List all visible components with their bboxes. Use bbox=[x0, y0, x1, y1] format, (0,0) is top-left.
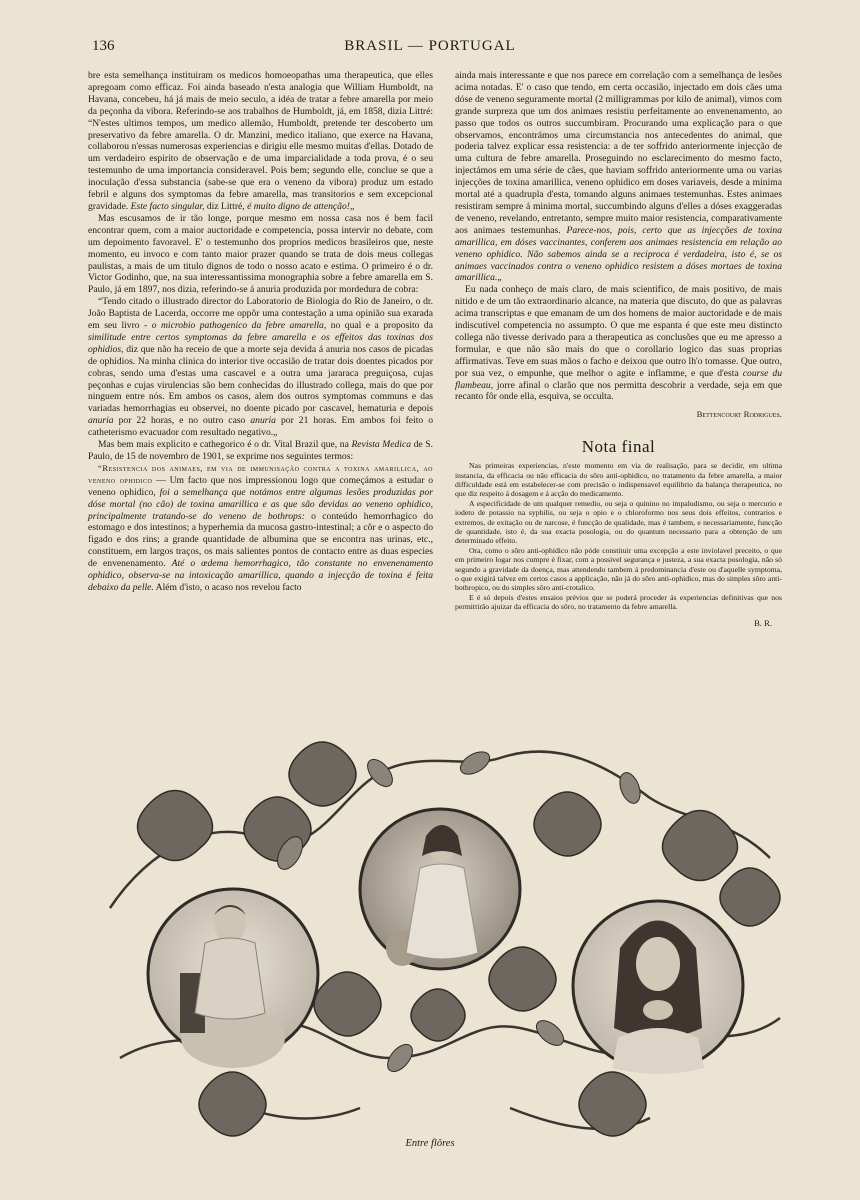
portrait-girl-photo bbox=[573, 901, 743, 1074]
nota-final-title: Nota final bbox=[581, 437, 656, 457]
illustration-caption: Entre flôres bbox=[405, 1138, 455, 1149]
paragraph: Eu nada conheço de mais claro, de mais scientifico, de mais positivo, de mais nitido e de um tão extraordinario alcance, na materia que discuto, do que as palavras acima transcriptas e que emanam de um dos homens de maior auctoridade e de mais indiscutivel competencia no assumpto. O que me espanta é que este meu distincto collega não tivesse derivado para a therapeutica as conclusões que eu me apresso a formular, e que não são mais do que o corollario logico das suas proprias affirmativas. Teve em suas mãos o facho e deixou que outro lh'o tomasse. Que outro, por sua vez, o empunhe, que melhor o agite e inflamme, e que d'esta course du flambeau, jorre afinal o clarão que nos permitta descobrir a verdade, seja em que recanto fôr onde ella, esquiva, se occulta. bbox=[455, 284, 782, 403]
nota-paragraph: Nas primeiras experiencias, n'este momento em via de realisação, para se decidir, em ultima instancia, da efficacia ou não efficacia do sôro anti-ophidico, no tratamento da febre amarella, a maior difficuldade está em estabelecer-se com precisão o indispensavel equilibrio da balança therapeutica, no que diz respeito á dosagem e á acção do medicamento. bbox=[455, 461, 782, 499]
right-column bbox=[455, 70, 782, 630]
nota-paragraph: E é só depois d'estes ensaios prévios que se poderá proceder ás experiencias definitivas que nos permittirão ajuizar da efficacia do sôro, no tratamento da febre amarella. bbox=[455, 592, 782, 612]
paragraph: bre esta semelhança instituiram os medicos homoeopathas uma therapeutica, que elles apregoam como efficaz. Foi ainda baseado n'esta analogia que William Humboldt, na Havana, concebeu, há já mais de meio seculo, a idéa de tratar a febre amarella por meio da peçonha da vibora. Referindo-se aos trabalhos de Humboldt, já, em 1858, dizia Littré: “N'estes ultimos tempos, um medico allemão, Humboldt, pretende ter descoberto um preservativo da febre amarella. O dr. Manzini, medico italiano, que exerce na Havana, collaborou n'essas numerosas experiencias e dirigiu elle mesmo muitas d'ellas. Dotado de um verdadeiro espirito de observação e de uma imparcialidade a toda prova, é o seu testemunho de uma importancia consideravel. Pois bem; segundo elle, conclue se que a inoculação d'essa substancia (sabe-se que era o veneno da vibora) produz um estado febril e alguns dos symptomas da febre amarella, mas transitorios e sem excepcional gravidade. Este facto singular, diz Littré, é muito digno de attenção!„ bbox=[88, 70, 433, 212]
author-signature: Bettencourt Rodrigues. bbox=[696, 409, 782, 420]
nota-final-body bbox=[455, 461, 782, 612]
page-number: 136 bbox=[92, 38, 115, 54]
paragraph: ainda mais interessante e que nos parece em correlação com a semelhança de lesões acima notadas. E' o caso que tendo, em certa occasião, injectado em dois cães uma dóse de veneno seguramente mortal (2 milligrammas por kilo de animal), vimos com grande surpreza que um dos animaes resistiu perfeitamente ao envenenamento, ao passo que todos os outros succumbiram. Procurando uma explicação para o que observamos, encontrámos uma circumstancia nos antecedentes do animal, que poderia talvez explicar essa resistencia: a de ter soffrido anteriormente injecção de uma cultura de febre amarella. Proseguindo no esclarecimento do mesmo facto, injectámos em uma série de cães, que haviam soffrido anteriormente uma ou varias injecções de toxina amarillica, veneno ophidico em doses variaveis, desde a minima mortal até a quadrupla d'esta, tomando alguns animaes testemunhas. Estes animaes resistiram sempre á minima mortal, succumbindo alguns d'elles a dóses exaggeradas de veneno, revelando, entretanto, sempre muito maior resistencia, comparativamente aos animaes testemunhas. Parece-nos, pois, certo que as injecções de toxina amarillica, em dóses vaccinantes, conferem aos animaes resistencia em relação ao veneno ophidico. Não sabemos ainda se a reciproca é verdadeira, isto é, se os animaes vaccinados contra o veneno ophidico resistem a dóses mortaes de toxina amarillica.„ bbox=[455, 70, 783, 284]
paragraph: Mas escusamos de ir tão longe, porque mesmo em nossa casa nos é bem facil encontrar quem, com a maior auctoridade e competencia, possa intervir no debate, com um depoimento favoravel. E' o testemunho dos proprios medicos brasileiros que, neste momento, eu invoco e com tanto maior prazer quando se trata de dois meus collegas paulistas, a mais de um titulo dignos de todo o nosso acato e estima. O primeiro é o dr. Victor Godinho, que, na sua interessantissima monographia sobre a febre amarella em S. Paulo, já em 1897, nos dizia, referindo-se á anuria produzida por mordedura de cobra: bbox=[88, 212, 433, 296]
left-column bbox=[88, 70, 433, 594]
nota-paragraph: A especificidade de um qualquer remedio, ou seja o quinino no impaludismo, ou seja o mercurio e iodeto de potassio na syphilis, ou seja o opio e o chloroformo nos seus dois effeitos, contrarios e extremos, de exitação ou de narcose, é funcção de qualidade, mas é tambem, e necessariamente, funcção de quantidade, isto é, da sua exacta posologia, ou do quantum necessario para a obtenção de um determinado effeito. bbox=[455, 498, 782, 546]
paragraph: Mas bem mais explicito e cathegorico é o dr. Vital Brazil que, na Revista Medica de S. Paulo, de 15 de novembro de 1901, se exprime nos seguintes termos: bbox=[88, 439, 433, 462]
floral-photo-montage bbox=[90, 728, 790, 1158]
nota-paragraph: Ora, como o sôro anti-ophidico não póde constituir uma excepção a este inviolavel preceito, o que em primeiro logar nos cumpre é fixar, com a possivel segurança e justeza, a sua exacta posologia, não só segundo a gravidade da doença, mas attendendo tambem á predominancia d'este ou d'aquelle symptoma, o que exigirá talvez em certos casos a applicação, não já do sôro anti-ophidico, mas do simples sôro anti-bothropico, ou do simples sôro anti-crotalico. bbox=[455, 545, 782, 593]
portrait-girl-with-dog-photo bbox=[360, 809, 520, 969]
running-title: BRASIL — PORTUGAL bbox=[344, 38, 516, 54]
quote-paragraph: “Tendo citado o illustrado director do Laboratorio de Biologia do Rio de Janeiro, o dr. João Baptista de Lacerda, occorre me oppôr uma contestação a uma opinião sua exarada em seu livro - o microbio pathogenico da febre amarella, no qual e a proposito da similitude entre certos symptomas da febre amarella e os effeitos das toxinas dos ophidios, diz que não ha receio de que a morte seja devida á anuria nos casos de picadas de ophidios. Na minha clinica do interior tive occasião de tratar dois doentes picados por cobras, sendo uma d'estas uma cascavel e a outra uma jararaca preguiçosa, cujas peçonhas e cujas virulencias são bem conhecidas do illustrado collega, mais do que por ninguem entre nós. Em ambos os casos, alem dos outros symptomas communs e das variadas hemorrhagias eu observei, no doente picado por cascavel, hematuria e depois anuria por 22 horas, e no outro caso anuria por 21 horas. Em ambos foi feito o catheterismo evacuador com resultado negativo.„ bbox=[88, 296, 433, 439]
nota-signature: B. R. bbox=[754, 617, 772, 628]
quote-paragraph: “Resistencia dos animaes, em via de immunisação contra a toxina amarillica, ao veneno ophidico — Um facto que nos impressionou logo que começámos a estudar o veneno ophidico, foi a semelhança que notámos entre algumas lesões produzidas por dóse mortal (no cão) de toxina amarillica e as que são devidas ao veneno ophidico, principalmente tratando-se do veneno de bothrops: o conteúdo hemorrhagico do estomago e dos intestinos; a hyperhemia da mucosa gastro-intestinal; a côr e o aspecto do figado e dos rins; a grande quantidade de albumina que se encontra nas urinas, etc., constituem, em largos traços, os mais salientes pontos de contacto entre as duas especies de envenenamento. Até o œdema hemorrhagico, tão constante no envenenamento ophidico, observa-se na intoxicação amarillica, quando a injecção de toxina é feita debaixo da pelle. Além d'isto, o acaso nos revelou facto bbox=[88, 462, 433, 593]
